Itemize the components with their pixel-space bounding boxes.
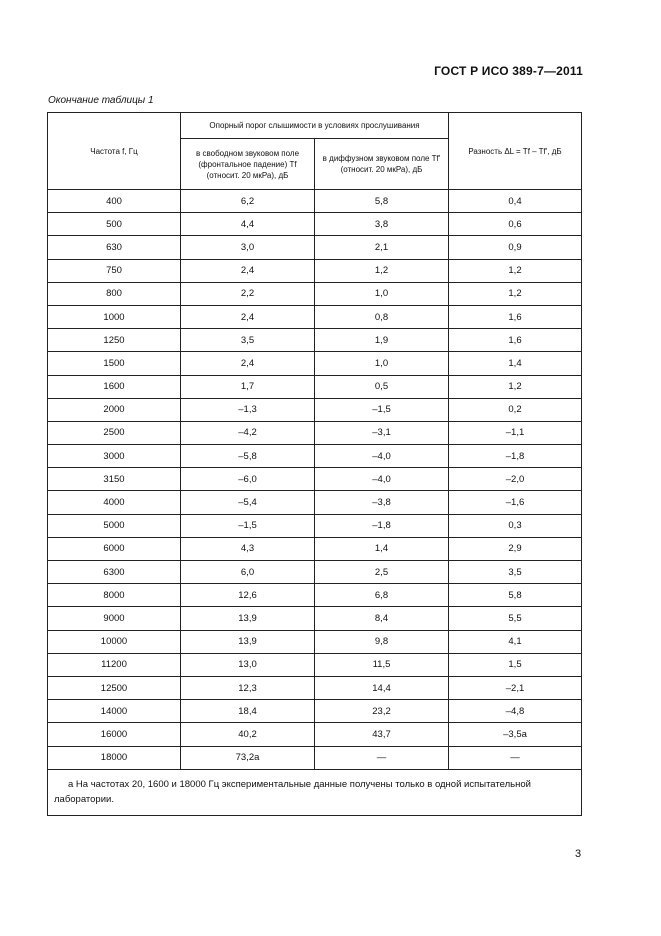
table-row	[48, 282, 582, 305]
cell-free-field: 3,0	[181, 236, 315, 259]
table-row	[48, 305, 582, 328]
cell-frequency: 6000	[48, 537, 181, 560]
table-row	[48, 468, 582, 491]
cell-diffuse-field: 43,7	[315, 723, 449, 746]
table-row	[48, 630, 582, 653]
cell-diffuse-field: 1,0	[315, 352, 449, 375]
cell-diffuse-field: –1,8	[315, 514, 449, 537]
cell-frequency: 1250	[48, 329, 181, 352]
cell-frequency: 8000	[48, 584, 181, 607]
col-diffuse-field: в диффузном звуковом поле Tf' (относит. 20 мкРа), дБ	[315, 139, 449, 190]
cell-diffuse-field: –3,1	[315, 421, 449, 444]
cell-frequency: 3150	[48, 468, 181, 491]
cell-frequency: 400	[48, 190, 181, 213]
table-footnote	[48, 769, 582, 815]
table-row	[48, 584, 582, 607]
col-difference: Разность ΔL = Tf – Tf', дБ	[449, 113, 582, 190]
cell-diffuse-field: 23,2	[315, 700, 449, 723]
cell-diffuse-field: 0,8	[315, 305, 449, 328]
cell-free-field: 2,4	[181, 259, 315, 282]
cell-difference: –4,8	[449, 700, 582, 723]
cell-diffuse-field: 5,8	[315, 190, 449, 213]
cell-frequency: 1000	[48, 305, 181, 328]
table-row	[48, 236, 582, 259]
table-row	[48, 607, 582, 630]
cell-frequency: 500	[48, 213, 181, 236]
cell-diffuse-field: 1,4	[315, 537, 449, 560]
cell-diffuse-field: 11,5	[315, 653, 449, 676]
cell-difference: 3,5	[449, 561, 582, 584]
cell-frequency: 750	[48, 259, 181, 282]
cell-difference: 0,3	[449, 514, 582, 537]
cell-difference: 0,6	[449, 213, 582, 236]
cell-difference: –1,8	[449, 445, 582, 468]
cell-difference: 1,4	[449, 352, 582, 375]
cell-free-field: –6,0	[181, 468, 315, 491]
cell-difference: –3,5a	[449, 723, 582, 746]
cell-diffuse-field: –1,5	[315, 398, 449, 421]
cell-difference: –1,1	[449, 421, 582, 444]
table-row	[48, 259, 582, 282]
table-row	[48, 561, 582, 584]
cell-frequency: 2500	[48, 421, 181, 444]
cell-frequency: 3000	[48, 445, 181, 468]
cell-diffuse-field: 1,9	[315, 329, 449, 352]
page-number: 3	[575, 848, 582, 860]
cell-free-field: 3,5	[181, 329, 315, 352]
cell-difference: 5,8	[449, 584, 582, 607]
cell-difference: 1,6	[449, 305, 582, 328]
footnote-text: a На частотах 20, 1600 и 18000 Гц экспериментальные данные получены только в одной испытательной лаборатории.	[54, 778, 531, 805]
cell-diffuse-field: —	[315, 746, 449, 769]
cell-frequency: 800	[48, 282, 181, 305]
table-row	[48, 723, 582, 746]
cell-difference: –1,6	[449, 491, 582, 514]
cell-frequency: 6300	[48, 561, 181, 584]
table-row	[48, 213, 582, 236]
cell-free-field: 2,4	[181, 352, 315, 375]
cell-frequency: 11200	[48, 653, 181, 676]
table-caption: Окончание таблицы 1	[48, 95, 154, 106]
cell-free-field: 40,2	[181, 723, 315, 746]
cell-free-field: 6,0	[181, 561, 315, 584]
cell-free-field: 18,4	[181, 700, 315, 723]
cell-difference: –2,1	[449, 676, 582, 699]
cell-frequency: 1500	[48, 352, 181, 375]
cell-frequency: 5000	[48, 514, 181, 537]
cell-free-field: 2,4	[181, 305, 315, 328]
cell-diffuse-field: –4,0	[315, 468, 449, 491]
cell-difference: 1,2	[449, 282, 582, 305]
cell-frequency: 18000	[48, 746, 181, 769]
table-row	[48, 700, 582, 723]
cell-free-field: 73,2a	[181, 746, 315, 769]
table-row	[48, 491, 582, 514]
cell-free-field: 2,2	[181, 282, 315, 305]
document-id: ГОСТ Р ИСО 389-7—2011	[434, 64, 583, 78]
cell-diffuse-field: 2,1	[315, 236, 449, 259]
cell-free-field: 4,4	[181, 213, 315, 236]
cell-diffuse-field: 6,8	[315, 584, 449, 607]
cell-frequency: 1600	[48, 375, 181, 398]
cell-diffuse-field: 0,5	[315, 375, 449, 398]
cell-free-field: 4,3	[181, 537, 315, 560]
cell-free-field: 13,9	[181, 630, 315, 653]
cell-free-field: 13,0	[181, 653, 315, 676]
cell-difference: 1,6	[449, 329, 582, 352]
cell-free-field: 12,6	[181, 584, 315, 607]
cell-diffuse-field: 1,0	[315, 282, 449, 305]
cell-difference: 2,9	[449, 537, 582, 560]
cell-free-field: –1,3	[181, 398, 315, 421]
cell-free-field: –5,8	[181, 445, 315, 468]
cell-difference: 1,2	[449, 259, 582, 282]
cell-frequency: 16000	[48, 723, 181, 746]
cell-free-field: –5,4	[181, 491, 315, 514]
cell-difference: –2,0	[449, 468, 582, 491]
cell-free-field: –4,2	[181, 421, 315, 444]
cell-frequency: 4000	[48, 491, 181, 514]
cell-frequency: 9000	[48, 607, 181, 630]
cell-difference: 1,5	[449, 653, 582, 676]
cell-difference: 4,1	[449, 630, 582, 653]
cell-free-field: 12,3	[181, 676, 315, 699]
col-free-field: в свободном звуковом поле (фронтальное падение) Tf (относит. 20 мкРа), дБ	[181, 139, 315, 190]
cell-diffuse-field: 8,4	[315, 607, 449, 630]
threshold-table	[47, 112, 582, 816]
cell-diffuse-field: –4,0	[315, 445, 449, 468]
table-row	[48, 676, 582, 699]
cell-diffuse-field: 1,2	[315, 259, 449, 282]
cell-diffuse-field: 14,4	[315, 676, 449, 699]
cell-free-field: 13,9	[181, 607, 315, 630]
cell-free-field: 1,7	[181, 375, 315, 398]
cell-frequency: 12500	[48, 676, 181, 699]
cell-frequency: 10000	[48, 630, 181, 653]
table-row	[48, 537, 582, 560]
table-row	[48, 398, 582, 421]
cell-frequency: 630	[48, 236, 181, 259]
col-group-threshold: Опорный порог слышимости в условиях прослушивания	[181, 113, 449, 139]
table-row	[48, 421, 582, 444]
cell-frequency: 2000	[48, 398, 181, 421]
cell-diffuse-field: 2,5	[315, 561, 449, 584]
cell-difference: 0,4	[449, 190, 582, 213]
table-row	[48, 746, 582, 769]
cell-diffuse-field: –3,8	[315, 491, 449, 514]
cell-difference: 5,5	[449, 607, 582, 630]
cell-difference: 0,9	[449, 236, 582, 259]
table-row	[48, 190, 582, 213]
table-row	[48, 329, 582, 352]
table-row	[48, 375, 582, 398]
cell-free-field: –1,5	[181, 514, 315, 537]
cell-diffuse-field: 9,8	[315, 630, 449, 653]
table-row	[48, 445, 582, 468]
cell-diffuse-field: 3,8	[315, 213, 449, 236]
cell-difference: 1,2	[449, 375, 582, 398]
table-row	[48, 653, 582, 676]
table-row	[48, 514, 582, 537]
cell-difference: 0,2	[449, 398, 582, 421]
table-row	[48, 352, 582, 375]
col-frequency: Частота f, Гц	[48, 113, 181, 190]
cell-frequency: 14000	[48, 700, 181, 723]
cell-difference: —	[449, 746, 582, 769]
cell-free-field: 6,2	[181, 190, 315, 213]
